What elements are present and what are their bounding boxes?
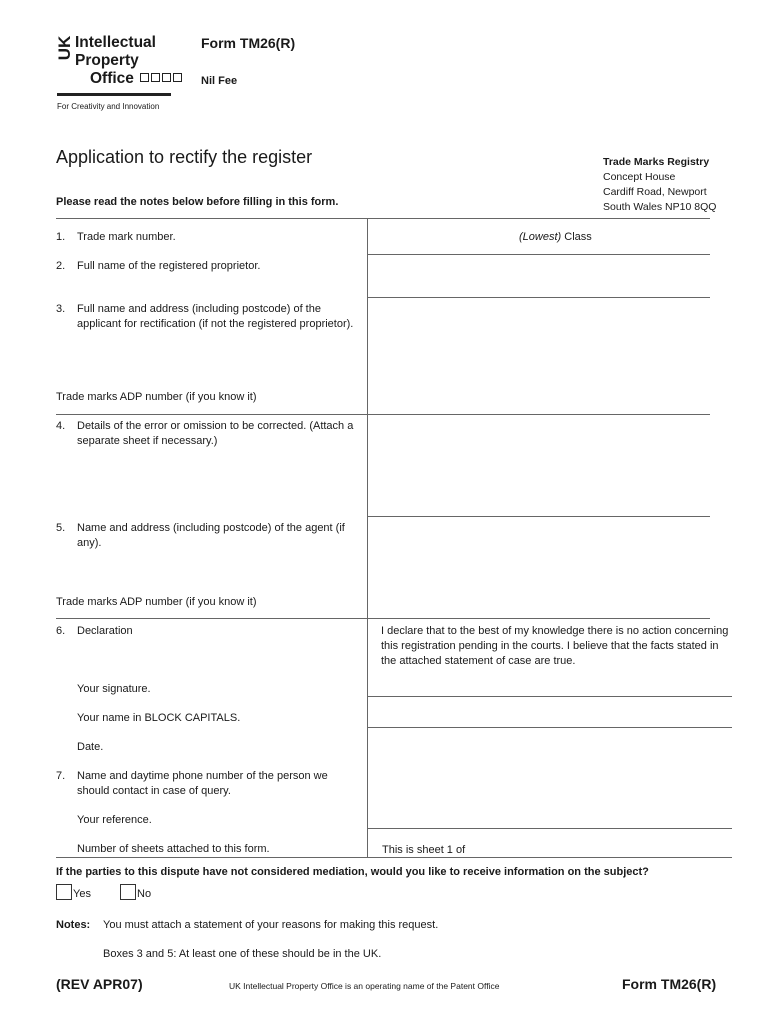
q3-adp-label: Trade marks ADP number (if you know it) [56,391,257,403]
registry-address [603,155,716,215]
q4-label: Details of the error or omission to be corrected. (Attach a separate sheet if necessary.) [77,420,354,447]
mediation-yes-checkbox[interactable] [56,884,72,900]
registry-line-1: Concept House [603,171,676,183]
row-divider [56,414,710,415]
agent-details-input[interactable] [369,518,709,617]
footer-note: UK Intellectual Property Office is an operating name of the Patent Office [229,981,500,991]
contact-details-input[interactable] [369,760,731,810]
row-divider [367,297,710,298]
form-code-footer: Form TM26(R) [622,976,717,992]
q3-number: 3. [56,303,66,315]
q6-label: Declaration [77,625,133,637]
reference-input[interactable] [369,810,731,827]
logo-uk-letters: UK [55,35,74,61]
registry-name: Trade Marks Registry [603,156,710,168]
block-capitals-label: Your name in BLOCK CAPITALS. [77,712,241,724]
signature-label: Your signature. [77,683,151,695]
row-divider [56,618,710,619]
class-label: (Lowest) Class [519,231,592,243]
revision-label: (REV APR07) [56,976,143,992]
row-divider [367,828,732,829]
logo-line-3: Office [90,70,182,88]
q2-number: 2. [56,260,66,272]
q5-label: Name and address (including postcode) of the agent (if any). [77,522,345,549]
row-divider [367,696,732,697]
logo-tagline: For Creativity and Innovation [57,102,160,111]
q4-number: 4. [56,420,66,432]
notes-line-1: You must attach a statement of your reasons for making this request. [103,919,439,931]
error-details-input[interactable] [369,416,709,515]
applicant-details-input[interactable] [369,299,709,413]
mediation-no-checkbox[interactable] [120,884,136,900]
row-divider [367,516,710,517]
q7-label: Name and daytime phone number of the person we should contact in case of query. [77,770,328,797]
mediation-no-label: No [137,888,152,900]
page-title: Application to rectify the register [56,147,313,167]
q5-adp-label: Trade marks ADP number (if you know it) [56,596,257,608]
proprietor-name-input[interactable] [369,256,709,296]
logo-line-2: Property [75,52,139,69]
q7-number: 7. [56,770,66,782]
reference-label: Your reference. [77,814,152,826]
q1-number: 1. [56,231,66,243]
sheet-of-label: This is sheet 1 of [382,844,466,856]
declaration-text: I declare that to the best of my knowledge there is no action concerning this registration pending in the courts. I believe that the facts stated in the attached statement of case are true. [381,625,729,667]
q6-number: 6. [56,625,66,637]
logo-line-1: Intellectual [75,34,156,51]
notes-line-2: Boxes 3 and 5: At least one of these should be in the UK. [103,948,382,960]
row-divider [367,727,732,728]
logo-underline [57,93,171,96]
date-input[interactable] [369,729,731,759]
form-top-border [56,218,710,219]
form-column-divider [367,218,368,858]
instruction: Please read the notes below before filling in this form. [56,196,339,208]
mediation-yes-label: Yes [73,888,91,900]
q2-label: Full name of the registered proprietor. [77,260,261,272]
form-code-header: Form TM26(R) [201,35,296,51]
date-label: Date. [77,741,104,753]
registry-line-3: South Wales NP10 8QQ [603,201,717,213]
q1-label: Trade mark number. [77,231,176,243]
fee-label: Nil Fee [201,75,238,87]
trade-mark-number-input[interactable] [369,220,709,253]
q5-number: 5. [56,522,66,534]
signature-input[interactable] [369,675,731,695]
row-divider [367,254,710,255]
q3-label: Full name and address (including postcode) of the applicant for rectification (if not the registered proprietor). [77,303,354,330]
mediation-question: If the parties to this dispute have not considered mediation, would you like to receive information on the subject? [56,866,649,878]
sheets-label: Number of sheets attached to this form. [77,843,270,855]
notes-label: Notes: [56,919,91,931]
form-bottom-border [56,857,732,858]
registry-line-2: Cardiff Road, Newport [603,186,707,198]
block-capitals-name-input[interactable] [369,698,731,726]
